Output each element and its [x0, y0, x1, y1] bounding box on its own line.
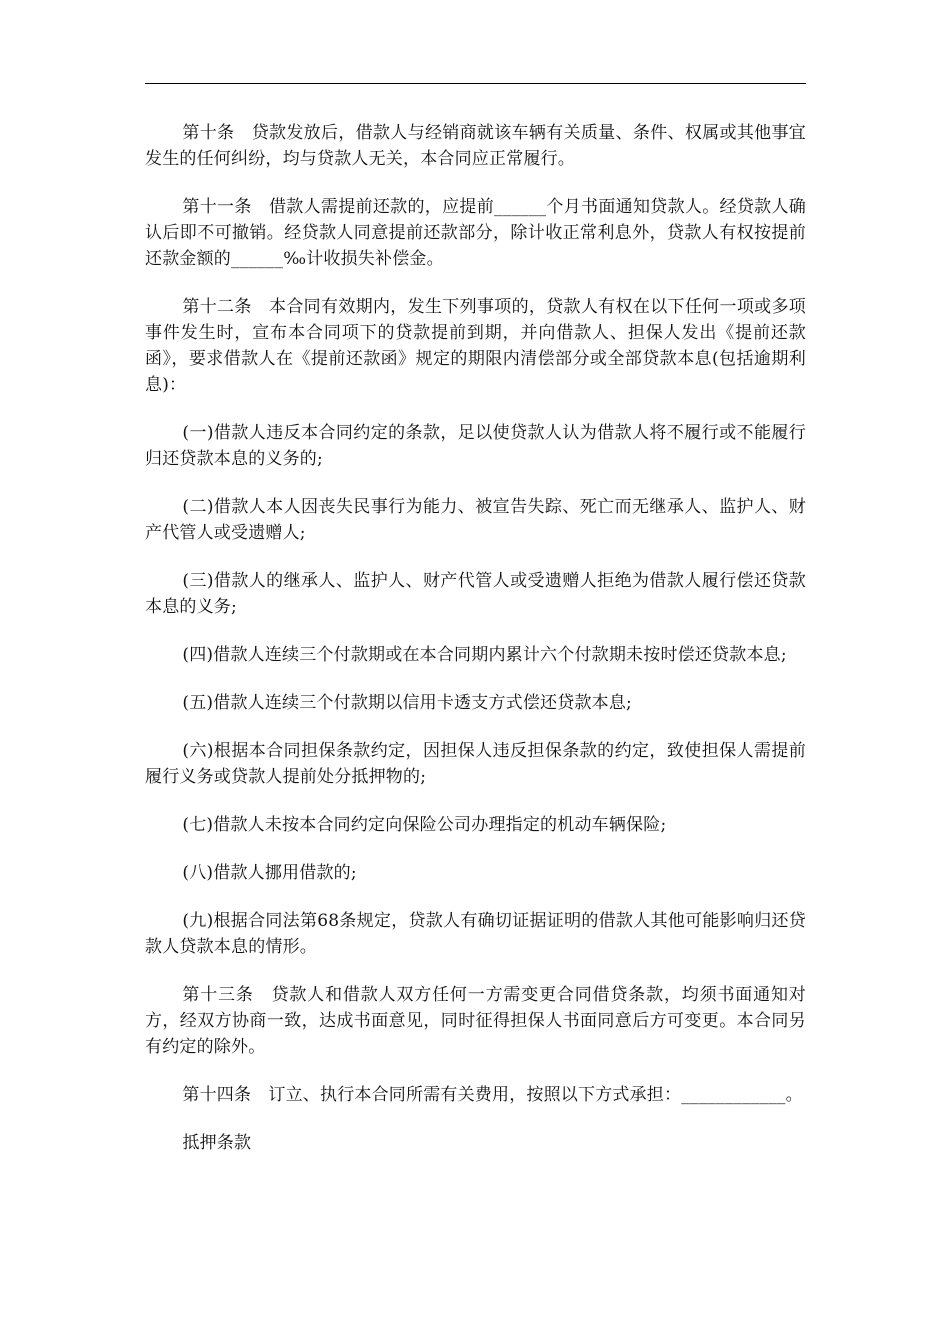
- clause-item-7: (七)借款人未按本合同约定向保险公司办理指定的机动车辆保险;: [182, 815, 667, 835]
- clause-item-6: (六)根据本合同担保条款约定，因担保人违反担保条款的约定，致使担保人需提前履行义务或贷款人提前处分抵押物的;: [145, 741, 806, 787]
- clause-item-1: (一)借款人违反本合同约定的条款，足以使贷款人认为借款人将不履行或不能履行归还贷款本息的义务的;: [145, 423, 806, 469]
- clause-item-9: (九)根据合同法第68条规定，贷款人有确切证据证明的借款人其他可能影响归还贷款人贷款本息的情形。: [145, 911, 806, 957]
- header-rule: [145, 83, 806, 84]
- article-11: 第十一条 借款人需提前还款的，应提前______个月书面通知贷款人。经贷款人确认后即不可撤销。经贷款人同意提前还款部分，除计收正常利息外，贷款人有权按提前还款金额的______‰计收损失补偿金。: [145, 197, 806, 269]
- clause-item-8: (八)借款人挪用借款的;: [182, 863, 357, 883]
- article-10: 第十条 贷款发放后，借款人与经销商就该车辆有关质量、条件、权属或其他事宜发生的任何纠纷，均与贷款人无关，本合同应正常履行。: [145, 123, 806, 169]
- article-13: 第十三条 贷款人和借款人双方任何一方需变更合同借贷条款，均须书面通知对方，经双方协商一致，达成书面意见，同时征得担保人书面同意后方可变更。本合同另有约定的除外。: [145, 985, 806, 1057]
- document-body: [145, 120, 806, 1178]
- clause-item-2: (二)借款人本人因丧失民事行为能力、被宣告失踪、死亡而无继承人、监护人、财产代管人或受遗赠人;: [145, 497, 806, 543]
- article-12: 第十二条 本合同有效期内，发生下列事项的，贷款人有权在以下任何一项或多项事件发生时，宣布本合同项下的贷款提前到期，并向借款人、担保人发出《提前还款函》，要求借款人在《提前还款函》规定的期限内清偿部分或全部贷款本息(包括逾期利息)：: [145, 297, 806, 395]
- article-14: 第十四条 订立、执行本合同所需有关费用，按照以下方式承担：____________。: [182, 1085, 803, 1105]
- section-heading-mortgage: 抵押条款: [182, 1133, 252, 1153]
- clause-item-4: (四)借款人连续三个付款期或在本合同期内累计六个付款期未按时偿还贷款本息;: [182, 645, 787, 665]
- clause-item-5: (五)借款人连续三个付款期以信用卡透支方式偿还贷款本息;: [182, 693, 632, 713]
- clause-item-3: (三)借款人的继承人、监护人、财产代管人或受遗赠人拒绝为借款人履行偿还贷款本息的义务;: [145, 571, 806, 617]
